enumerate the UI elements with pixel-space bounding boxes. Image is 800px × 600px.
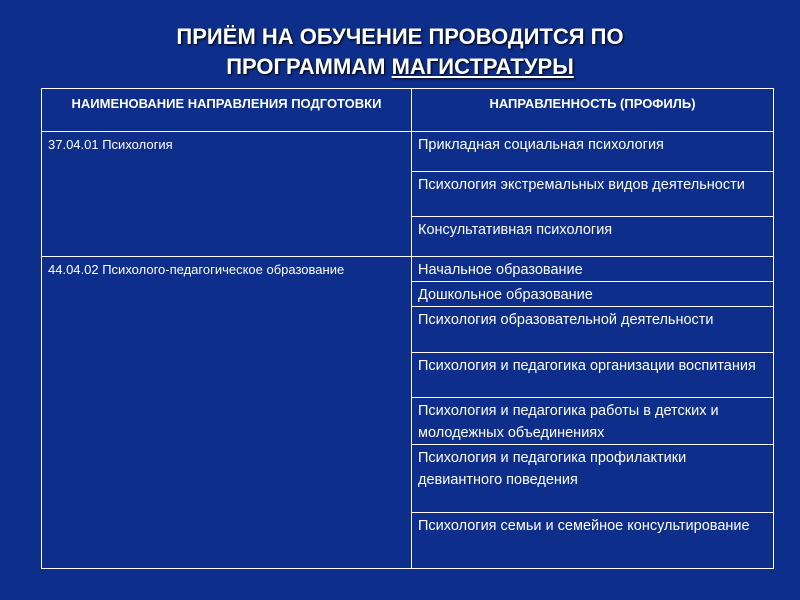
header-direction: НАИМЕНОВАНИЕ НАПРАВЛЕНИЯ ПОДГОТОВКИ (42, 89, 412, 132)
table-header-row (42, 89, 774, 132)
page-title (0, 22, 800, 82)
title-line-2-underlined: МАГИСТРАТУРЫ (391, 54, 574, 79)
table-row (42, 132, 774, 172)
title-line-2 (0, 52, 800, 82)
title-line-1: ПРИЁМ НА ОБУЧЕНИЕ ПРОВОДИТСЯ ПО (176, 24, 624, 49)
profile-cell: Психология и педагогика профилактики девиантного поведения (412, 445, 774, 513)
direction-cell: 44.04.02 Психолого-педагогическое образование (42, 257, 412, 569)
profile-cell: Прикладная социальная психология (412, 132, 774, 172)
profile-cell: Дошкольное образование (412, 282, 774, 307)
header-profile: НАПРАВЛЕННОСТЬ (ПРОФИЛЬ) (412, 89, 774, 132)
profile-cell: Психология и педагогика организации воспитания (412, 353, 774, 398)
direction-cell: 37.04.01 Психология (42, 132, 412, 257)
profile-cell: Консультативная психология (412, 217, 774, 257)
table-row (42, 257, 774, 282)
profile-cell: Психология и педагогика работы в детских и молодежных объединениях (412, 398, 774, 445)
profile-cell: Психология экстремальных видов деятельности (412, 172, 774, 217)
profile-cell: Психология семьи и семейное консультирование (412, 513, 774, 569)
programs-table (41, 88, 774, 569)
profile-cell: Начальное образование (412, 257, 774, 282)
title-line-2-prefix: ПРОГРАММАМ (226, 54, 392, 79)
profile-cell: Психология образовательной деятельности (412, 307, 774, 353)
